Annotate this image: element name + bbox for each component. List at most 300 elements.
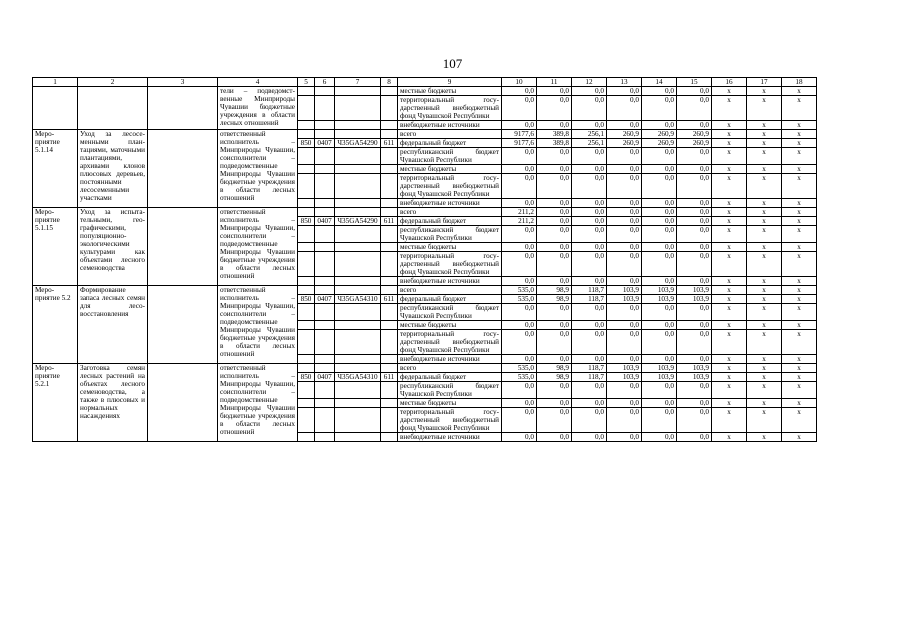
- code-cell: [298, 399, 315, 408]
- value-2024: x: [712, 321, 747, 330]
- funding-source: федеральный бюджет: [398, 373, 502, 382]
- value-total: 0,0: [502, 148, 537, 165]
- value-2021: 0,0: [607, 243, 642, 252]
- table-row: [33, 286, 817, 295]
- value-2022: 0,0: [642, 252, 677, 277]
- value-2024: x: [712, 87, 747, 96]
- value-total: 535,0: [502, 373, 537, 382]
- value-2021: 0,0: [607, 304, 642, 321]
- column-number: 4: [218, 78, 298, 87]
- code-cell: [315, 382, 335, 399]
- code-cell: [381, 286, 398, 295]
- value-2021: 103,9: [607, 295, 642, 304]
- value-2019: 98,9: [537, 286, 572, 295]
- funding-source: местные бюджеты: [398, 399, 502, 408]
- value-total: 0,0: [502, 121, 537, 130]
- code-cell: [315, 243, 335, 252]
- measure-status: Мероприятие 5.1.15: [33, 208, 78, 286]
- value-2021: 0,0: [607, 121, 642, 130]
- csr-code: Ч35GA54290: [335, 217, 381, 226]
- value-2022: 0,0: [642, 433, 677, 442]
- code-cell: [335, 277, 381, 286]
- value-2022: 0,0: [642, 96, 677, 121]
- code-cell: [315, 355, 335, 364]
- value-2023: 0,0: [677, 433, 712, 442]
- vr-code: 611: [381, 217, 398, 226]
- code-cell: [381, 130, 398, 139]
- code-cell: [315, 226, 335, 243]
- value-2023: 0,0: [677, 304, 712, 321]
- value-2022: 0,0: [642, 355, 677, 364]
- value-total: 0,0: [502, 243, 537, 252]
- value-2026: x: [782, 243, 817, 252]
- value-2019: 98,9: [537, 373, 572, 382]
- value-2024: x: [712, 165, 747, 174]
- value-2020: 256,1: [572, 139, 607, 148]
- value-2021: 0,0: [607, 330, 642, 355]
- value-2020: 118,7: [572, 295, 607, 304]
- value-2019: 0,0: [537, 165, 572, 174]
- value-2019: 0,0: [537, 321, 572, 330]
- value-2024: x: [712, 252, 747, 277]
- value-2020: 0,0: [572, 277, 607, 286]
- value-2020: 118,7: [572, 286, 607, 295]
- code-cell: [315, 286, 335, 295]
- code-cell: [335, 364, 381, 373]
- funding-source: внебюджетные источники: [398, 121, 502, 130]
- measure-name: Уход за испытательными, географическими, популяционно-экологическими культурами как объектами лесного семеноводства: [78, 208, 148, 286]
- code-cell: [298, 226, 315, 243]
- value-total: 0,0: [502, 226, 537, 243]
- value-2026: x: [782, 165, 817, 174]
- funding-source: территориальный государственный внебюджетный фонд Чувашской Республики: [398, 330, 502, 355]
- value-2022: 0,0: [642, 277, 677, 286]
- value-2023: 0,0: [677, 408, 712, 433]
- measure-name: Формирование запаса лесных семян для лесовосстановления: [78, 286, 148, 364]
- code-cell: [335, 96, 381, 121]
- value-2025: x: [747, 330, 782, 355]
- measure-name: Заготовка семян лесных растений на объектах лесного семеноводства, а также в плюсовых и нормальных насаждениях: [78, 364, 148, 442]
- value-2019: 0,0: [537, 199, 572, 208]
- funding-source: республиканский бюджет Чувашской Республики: [398, 148, 502, 165]
- funding-source: внебюджетные источники: [398, 433, 502, 442]
- value-2022: 103,9: [642, 286, 677, 295]
- value-2023: 0,0: [677, 382, 712, 399]
- value-2025: x: [747, 433, 782, 442]
- value-2021: 260,9: [607, 130, 642, 139]
- value-2020: 0,0: [572, 433, 607, 442]
- value-2025: x: [747, 130, 782, 139]
- value-2021: 0,0: [607, 252, 642, 277]
- value-2026: x: [782, 286, 817, 295]
- value-2019: 0,0: [537, 217, 572, 226]
- value-2023: 0,0: [677, 121, 712, 130]
- value-2021: 0,0: [607, 96, 642, 121]
- code-cell: [335, 304, 381, 321]
- value-total: 0,0: [502, 355, 537, 364]
- rzpr-code: 0407: [315, 217, 335, 226]
- executor-cell: ответственный исполнитель – Минприроды Чувашии, соисполнители – подведомственные Минприроды Чувашии бюджетные учреждения в области лесных отношений: [218, 208, 298, 286]
- value-2025: x: [747, 295, 782, 304]
- value-total: 9177,6: [502, 139, 537, 148]
- code-cell: [381, 87, 398, 96]
- value-2025: x: [747, 208, 782, 217]
- value-2026: x: [782, 199, 817, 208]
- measure-status: Мероприятие 5.2: [33, 286, 78, 364]
- value-2025: x: [747, 252, 782, 277]
- funding-source: внебюджетные источники: [398, 199, 502, 208]
- code-cell: [381, 199, 398, 208]
- value-2024: x: [712, 226, 747, 243]
- value-2022: 0,0: [642, 87, 677, 96]
- value-2019: 389,8: [537, 139, 572, 148]
- code-cell: [315, 96, 335, 121]
- value-2022: 0,0: [642, 304, 677, 321]
- value-2023: 260,9: [677, 130, 712, 139]
- code-cell: [381, 243, 398, 252]
- code-cell: [381, 382, 398, 399]
- grbs-code: 850: [298, 217, 315, 226]
- code-cell: [298, 208, 315, 217]
- value-2022: 0,0: [642, 226, 677, 243]
- value-2021: 0,0: [607, 208, 642, 217]
- value-2019: 0,0: [537, 121, 572, 130]
- value-2019: 0,0: [537, 355, 572, 364]
- code-cell: [335, 208, 381, 217]
- value-2020: 0,0: [572, 243, 607, 252]
- column-number: 15: [677, 78, 712, 87]
- funding-source: республиканский бюджет Чувашской Республики: [398, 382, 502, 399]
- goal-cell: [148, 208, 218, 286]
- value-2026: x: [782, 355, 817, 364]
- page-number: 107: [442, 56, 463, 71]
- executor-cell: ответственный исполнитель – Минприроды Чувашии, соисполнители – подведомственные Минприроды Чувашии бюджетные учреждения в области лесных отношений: [218, 286, 298, 364]
- value-2019: 0,0: [537, 304, 572, 321]
- value-2020: 0,0: [572, 121, 607, 130]
- goal-cell: [148, 87, 218, 130]
- column-number: 3: [148, 78, 218, 87]
- value-2024: x: [712, 330, 747, 355]
- value-2020: 0,0: [572, 408, 607, 433]
- value-2019: 0,0: [537, 148, 572, 165]
- value-2025: x: [747, 373, 782, 382]
- value-2026: x: [782, 87, 817, 96]
- value-2024: x: [712, 217, 747, 226]
- code-cell: [315, 148, 335, 165]
- goal-cell: [148, 286, 218, 364]
- code-cell: [381, 277, 398, 286]
- value-2024: x: [712, 399, 747, 408]
- value-2022: 0,0: [642, 382, 677, 399]
- value-2021: 0,0: [607, 433, 642, 442]
- table-row: [33, 208, 817, 217]
- column-number: 5: [298, 78, 315, 87]
- code-cell: [335, 252, 381, 277]
- value-2020: 0,0: [572, 226, 607, 243]
- goal-cell: [148, 130, 218, 208]
- value-2026: x: [782, 217, 817, 226]
- value-2021: 0,0: [607, 165, 642, 174]
- code-cell: [381, 330, 398, 355]
- value-2024: x: [712, 295, 747, 304]
- code-cell: [381, 174, 398, 199]
- code-cell: [335, 243, 381, 252]
- value-2023: 0,0: [677, 252, 712, 277]
- value-2024: x: [712, 304, 747, 321]
- executor-cell: ответственный исполнитель – Минприроды Чувашии, соисполнители – подведомственные Минприроды Чувашии бюджетные учреждения в области лесных отношений: [218, 364, 298, 442]
- code-cell: [381, 355, 398, 364]
- value-2026: x: [782, 295, 817, 304]
- value-2023: 0,0: [677, 87, 712, 96]
- column-number: 10: [502, 78, 537, 87]
- code-cell: [335, 165, 381, 174]
- value-2023: 103,9: [677, 295, 712, 304]
- funding-source: внебюджетные источники: [398, 355, 502, 364]
- code-cell: [381, 148, 398, 165]
- value-2019: 0,0: [537, 87, 572, 96]
- code-cell: [335, 130, 381, 139]
- table-row: [33, 87, 817, 96]
- value-total: 0,0: [502, 87, 537, 96]
- value-2023: 0,0: [677, 96, 712, 121]
- value-2020: 0,0: [572, 304, 607, 321]
- value-2022: 0,0: [642, 321, 677, 330]
- value-2023: 0,0: [677, 226, 712, 243]
- csr-code: Ч35GA54290: [335, 139, 381, 148]
- csr-code: Ч35GA54310: [335, 295, 381, 304]
- value-total: 535,0: [502, 295, 537, 304]
- value-total: 211,2: [502, 208, 537, 217]
- value-2025: x: [747, 174, 782, 199]
- value-2026: x: [782, 208, 817, 217]
- code-cell: [335, 174, 381, 199]
- value-2023: 0,0: [677, 277, 712, 286]
- value-2019: 0,0: [537, 277, 572, 286]
- value-total: 0,0: [502, 277, 537, 286]
- code-cell: [381, 304, 398, 321]
- value-2025: x: [747, 399, 782, 408]
- value-total: 0,0: [502, 321, 537, 330]
- value-2023: 0,0: [677, 330, 712, 355]
- code-cell: [335, 433, 381, 442]
- value-2021: 103,9: [607, 373, 642, 382]
- funding-source: территориальный государственный внебюджетный фонд Чувашской Республики: [398, 252, 502, 277]
- value-2026: x: [782, 382, 817, 399]
- value-2022: 0,0: [642, 148, 677, 165]
- value-2025: x: [747, 121, 782, 130]
- value-2025: x: [747, 364, 782, 373]
- grbs-code: 850: [298, 139, 315, 148]
- value-2025: x: [747, 277, 782, 286]
- code-cell: [298, 355, 315, 364]
- value-2024: x: [712, 96, 747, 121]
- value-2025: x: [747, 199, 782, 208]
- funding-source: республиканский бюджет Чувашской Республики: [398, 226, 502, 243]
- value-2022: 0,0: [642, 330, 677, 355]
- value-2024: x: [712, 364, 747, 373]
- value-2022: 103,9: [642, 364, 677, 373]
- grbs-code: 850: [298, 295, 315, 304]
- value-2026: x: [782, 121, 817, 130]
- value-total: 9177,6: [502, 130, 537, 139]
- value-2023: 0,0: [677, 165, 712, 174]
- value-2021: 0,0: [607, 321, 642, 330]
- value-2025: x: [747, 226, 782, 243]
- code-cell: [335, 286, 381, 295]
- value-2021: 103,9: [607, 286, 642, 295]
- value-2020: 0,0: [572, 217, 607, 226]
- code-cell: [335, 382, 381, 399]
- value-2020: 0,0: [572, 87, 607, 96]
- value-2019: 0,0: [537, 399, 572, 408]
- table-body: [33, 87, 817, 442]
- value-2026: x: [782, 130, 817, 139]
- code-cell: [315, 199, 335, 208]
- code-cell: [315, 121, 335, 130]
- code-cell: [298, 286, 315, 295]
- vr-code: 611: [381, 139, 398, 148]
- name-cell: [78, 87, 148, 130]
- status-cell: [33, 87, 78, 130]
- code-cell: [335, 226, 381, 243]
- value-total: 211,2: [502, 217, 537, 226]
- value-2026: x: [782, 321, 817, 330]
- value-2026: x: [782, 330, 817, 355]
- value-2024: x: [712, 243, 747, 252]
- code-cell: [381, 252, 398, 277]
- column-number: 14: [642, 78, 677, 87]
- value-2026: x: [782, 399, 817, 408]
- code-cell: [315, 174, 335, 199]
- rzpr-code: 0407: [315, 139, 335, 148]
- value-2024: x: [712, 286, 747, 295]
- funding-source: территориальный государственный внебюджетный фонд Чувашской Республики: [398, 96, 502, 121]
- code-cell: [335, 87, 381, 96]
- code-cell: [298, 433, 315, 442]
- funding-source: территориальный государственный внебюджетный фонд Чувашской Республики: [398, 174, 502, 199]
- value-2022: 0,0: [642, 199, 677, 208]
- value-2020: 0,0: [572, 174, 607, 199]
- funding-source: территориальный государственный внебюджетный фонд Чувашской Республики: [398, 408, 502, 433]
- value-2026: x: [782, 364, 817, 373]
- value-2024: x: [712, 199, 747, 208]
- value-2023: 0,0: [677, 148, 712, 165]
- measure-name: Уход за лесосеменными плантациями, маточными плантациями, архивами клонов плюсовых деревьев, постоянными лесосеменными участками: [78, 130, 148, 208]
- code-cell: [298, 130, 315, 139]
- column-number: 17: [747, 78, 782, 87]
- value-2022: 0,0: [642, 217, 677, 226]
- value-2019: 98,9: [537, 364, 572, 373]
- column-number: 8: [381, 78, 398, 87]
- executor-cell: тели – подведомственные Минприроды Чувашии бюджетные учреждения в области лесных отношений: [218, 87, 298, 130]
- value-2019: 0,0: [537, 174, 572, 199]
- value-2019: 0,0: [537, 330, 572, 355]
- value-total: 535,0: [502, 364, 537, 373]
- value-2021: 0,0: [607, 277, 642, 286]
- value-2020: 0,0: [572, 382, 607, 399]
- value-2020: 0,0: [572, 330, 607, 355]
- value-2024: x: [712, 382, 747, 399]
- code-cell: [298, 304, 315, 321]
- funding-source: местные бюджеты: [398, 321, 502, 330]
- value-2019: 0,0: [537, 226, 572, 243]
- code-cell: [315, 408, 335, 433]
- column-number: 13: [607, 78, 642, 87]
- code-cell: [381, 208, 398, 217]
- code-cell: [381, 321, 398, 330]
- column-number: 6: [315, 78, 335, 87]
- value-2024: x: [712, 148, 747, 165]
- code-cell: [315, 165, 335, 174]
- funding-source: всего: [398, 208, 502, 217]
- goal-cell: [148, 364, 218, 442]
- value-2026: x: [782, 408, 817, 433]
- funding-source: местные бюджеты: [398, 243, 502, 252]
- column-number: 16: [712, 78, 747, 87]
- value-2019: 389,8: [537, 130, 572, 139]
- rzpr-code: 0407: [315, 295, 335, 304]
- value-2025: x: [747, 355, 782, 364]
- value-2022: 103,9: [642, 295, 677, 304]
- value-2023: 260,9: [677, 139, 712, 148]
- value-total: 0,0: [502, 399, 537, 408]
- value-2024: x: [712, 130, 747, 139]
- value-2020: 0,0: [572, 96, 607, 121]
- code-cell: [381, 96, 398, 121]
- value-2020: 0,0: [572, 148, 607, 165]
- code-cell: [298, 364, 315, 373]
- code-cell: [315, 252, 335, 277]
- value-2022: 0,0: [642, 399, 677, 408]
- funding-source: федеральный бюджет: [398, 139, 502, 148]
- code-cell: [298, 96, 315, 121]
- value-2022: 0,0: [642, 408, 677, 433]
- value-2020: 0,0: [572, 208, 607, 217]
- code-cell: [381, 165, 398, 174]
- value-2022: 0,0: [642, 208, 677, 217]
- value-2022: 0,0: [642, 121, 677, 130]
- value-2025: x: [747, 96, 782, 121]
- code-cell: [298, 277, 315, 286]
- code-cell: [315, 304, 335, 321]
- value-2026: x: [782, 252, 817, 277]
- code-cell: [298, 243, 315, 252]
- code-cell: [381, 364, 398, 373]
- column-number: 1: [33, 78, 78, 87]
- value-2025: x: [747, 286, 782, 295]
- value-total: 0,0: [502, 96, 537, 121]
- code-cell: [298, 252, 315, 277]
- value-2024: x: [712, 139, 747, 148]
- value-2019: 0,0: [537, 252, 572, 277]
- funding-source: местные бюджеты: [398, 165, 502, 174]
- value-2026: x: [782, 139, 817, 148]
- funding-source: всего: [398, 364, 502, 373]
- value-2021: 0,0: [607, 217, 642, 226]
- code-cell: [315, 330, 335, 355]
- value-2026: x: [782, 96, 817, 121]
- code-cell: [298, 174, 315, 199]
- value-2019: 0,0: [537, 96, 572, 121]
- code-cell: [315, 277, 335, 286]
- csr-code: Ч35GA54310: [335, 373, 381, 382]
- value-2021: 260,9: [607, 139, 642, 148]
- value-2024: x: [712, 373, 747, 382]
- column-number: 2: [78, 78, 148, 87]
- value-2025: x: [747, 408, 782, 433]
- value-2024: x: [712, 121, 747, 130]
- vr-code: 611: [381, 373, 398, 382]
